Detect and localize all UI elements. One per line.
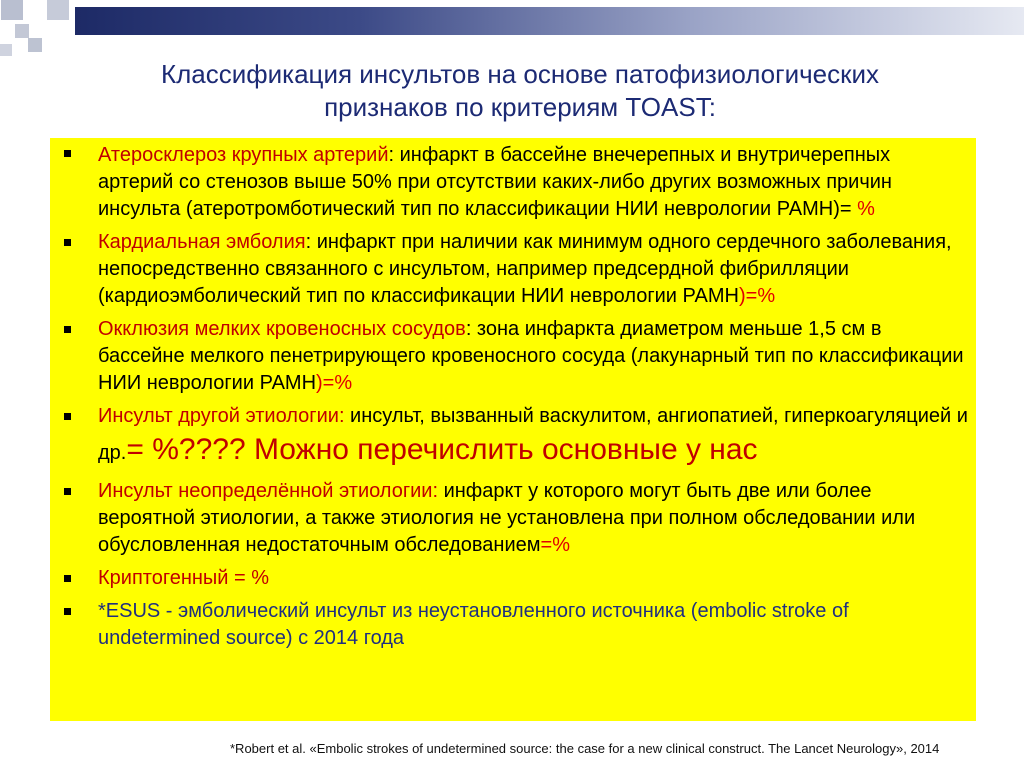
title-line: Классификация инсультов на основе патофизиологических xyxy=(160,59,880,89)
item-value: )=% xyxy=(738,285,776,307)
header-gradient-bar xyxy=(75,7,1024,35)
bullet-icon xyxy=(64,239,71,246)
item-text: инфаркт у которого могут быть две или более вероятной этиологии, а также этиология не установлена при полном обследовании или обусловленная недостаточным обследованием xyxy=(98,480,916,556)
item-value: )=% xyxy=(316,372,353,394)
item-term: Инсульт другой этиологии: xyxy=(98,405,345,427)
item-value: = %???? Можно перечислить основные у нас xyxy=(126,433,758,466)
item-text: зона инфаркта диаметром меньше 1,5 см в бассейне мелкого пенетрирующего кровеносного сосуда (лакунарный тип по классификации НИИ неврологии РАМН xyxy=(98,318,964,394)
bullet-icon xyxy=(64,488,71,495)
bullet-icon xyxy=(64,150,71,157)
decor-square xyxy=(0,44,12,56)
item-term: Атеросклероз крупных артерий xyxy=(98,144,389,166)
list-item-cardioembolic xyxy=(50,229,970,310)
decor-square xyxy=(28,38,42,52)
title-line: признаков по критериям TOAST: xyxy=(324,92,716,122)
item-value: % xyxy=(857,198,875,220)
item-text: инфаркт при наличии как минимум одного сердечного заболевания, непосредственно связанного с инсультом, например предсердной фибрилляции (кардиоэмболический тип по классификации НИИ неврологии РАМН xyxy=(98,231,952,307)
decor-square xyxy=(1,0,23,20)
item-term: Окклюзия мелких кровеносных сосудов xyxy=(98,318,466,340)
item-value: =% xyxy=(540,534,570,556)
item-text: инфаркт в бассейне внечерепных и внутричерепных артерий со стенозов выше 50% при отсутствии каких-либо других возможных причин инсульта (атеротромботический тип по классификации НИИ неврологии РАМН)= xyxy=(98,144,892,220)
list-item-atherosclerosis xyxy=(50,140,970,223)
decor-square xyxy=(47,0,69,20)
list-item-small-vessel xyxy=(50,316,970,397)
list-item-cryptogenic xyxy=(50,565,970,592)
list-item-undetermined xyxy=(50,478,970,559)
item-term: Кардиальная эмболия xyxy=(98,231,306,253)
item-sep: : xyxy=(465,318,472,340)
item-text: инсульт, вызванный васкулитом, ангиопатией, гиперкоагуляцией и др. xyxy=(98,405,968,464)
slide-title xyxy=(90,58,950,124)
bullet-icon xyxy=(64,575,71,582)
item-term: Криптогенный = % xyxy=(98,567,270,589)
bullet-icon xyxy=(64,413,71,420)
decor-square xyxy=(15,24,29,38)
classification-list xyxy=(50,140,970,652)
bullet-icon xyxy=(64,326,71,333)
bullet-icon xyxy=(64,608,71,615)
footnote: *Robert et al. «Embolic strokes of undetermined source: the case for a new clinical construct. The Lancet Neurology», 2014 xyxy=(230,741,940,756)
list-item-other-etiology xyxy=(50,403,970,470)
list-item-esus xyxy=(50,598,970,652)
item-sep: : xyxy=(305,231,312,253)
item-term: Инсульт неопределённой этиологии: xyxy=(98,480,439,502)
item-sep: : xyxy=(388,144,395,166)
item-text: *ESUS - эмболический инсульт из неустановленного источника (embolic stroke of undetermined source) с 2014 года xyxy=(98,600,849,649)
